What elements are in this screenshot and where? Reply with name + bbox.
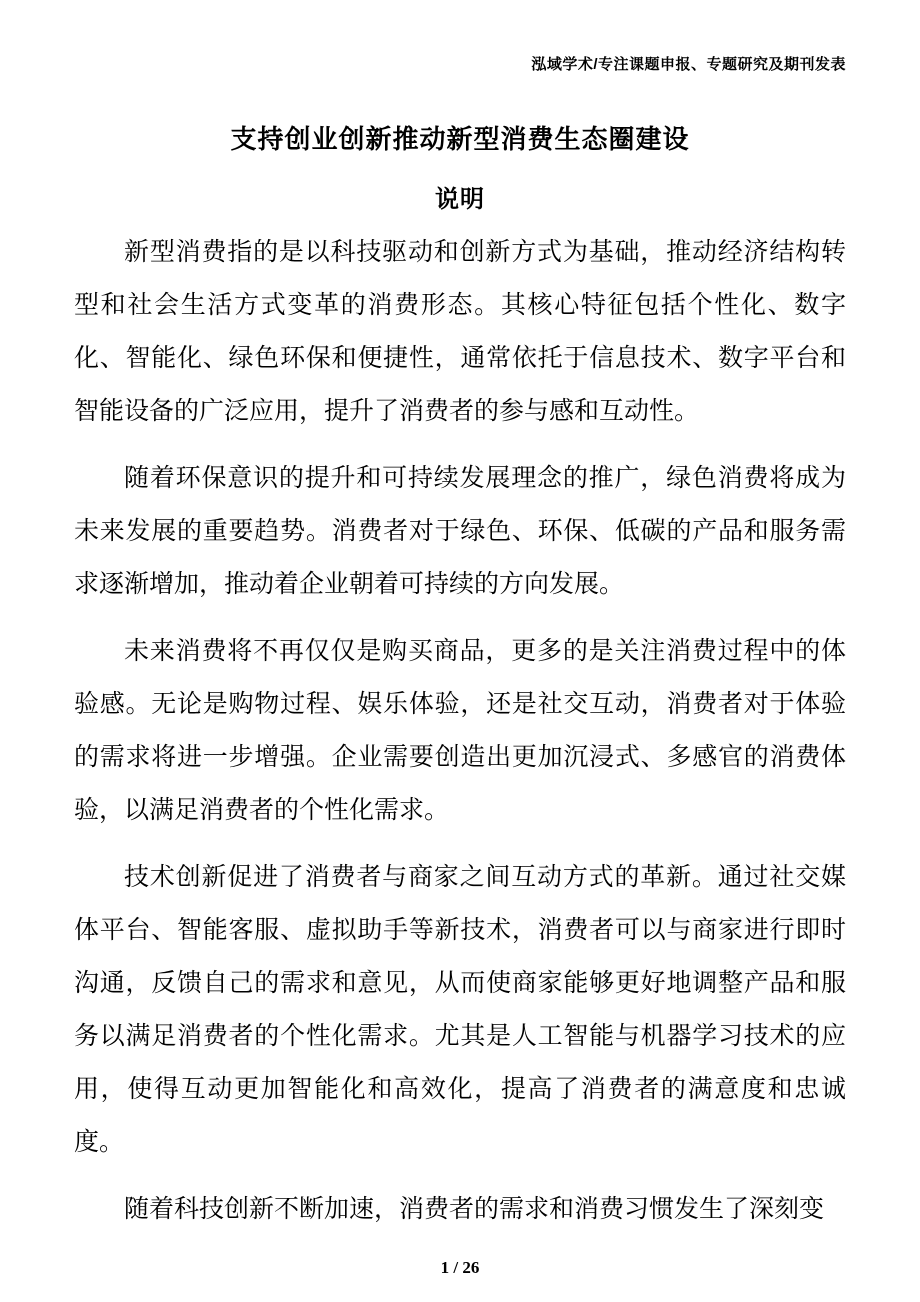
document-subtitle: 说明 (435, 186, 485, 213)
paragraph: 随着科技创新不断加速，消费者的需求和消费习惯发生了深刻变 (124, 1196, 825, 1223)
document-title: 支持创业创新推动新型消费生态圈建设 (230, 124, 690, 154)
paragraph: 随着环保意识的提升和可持续发展理念的推广，绿色消费将成为未来发展的重要趋势。消费者对于绿色、环保、低碳的产品和服务需求逐渐增加，推动着企业朝着可持续的方向发展。 (74, 465, 846, 598)
paragraph: 技术创新促进了消费者与商家之间互动方式的革新。通过社交媒体平台、智能客服、虚拟助手等新技术，消费者可以与商家进行即时沟通，反馈自己的需求和意见，从而使商家能够更好地调整产品和服务以满足消费者的个性化需求。尤其是人工智能与机器学习技术的应用，使得互动更加智能化和高效化，提高了消费者的满意度和忠诚度。 (74, 864, 846, 1156)
page-header-text: 泓域学术/专注课题申报、专题研究及期刊发表 (531, 56, 846, 73)
paragraph: 新型消费指的是以科技驱动和创新方式为基础，推动经济结构转型和社会生活方式变革的消费形态。其核心特征包括个性化、数字化、智能化、绿色环保和便捷性，通常依托于信息技术、数字平台和智能设备的广泛应用，提升了消费者的参与感和互动性。 (74, 239, 846, 425)
document-body (74, 226, 846, 1236)
page-number: 1 / 26 (440, 1258, 480, 1277)
page-header (74, 0, 846, 75)
page-footer (0, 1258, 920, 1278)
paragraph: 未来消费将不再仅仅是购买商品，更多的是关注消费过程中的体验感。无论是购物过程、娱乐体验，还是社交互动，消费者对于体验的需求将进一步增强。企业需要创造出更加沉浸式、多感官的消费体验，以满足消费者的个性化需求。 (74, 638, 846, 824)
